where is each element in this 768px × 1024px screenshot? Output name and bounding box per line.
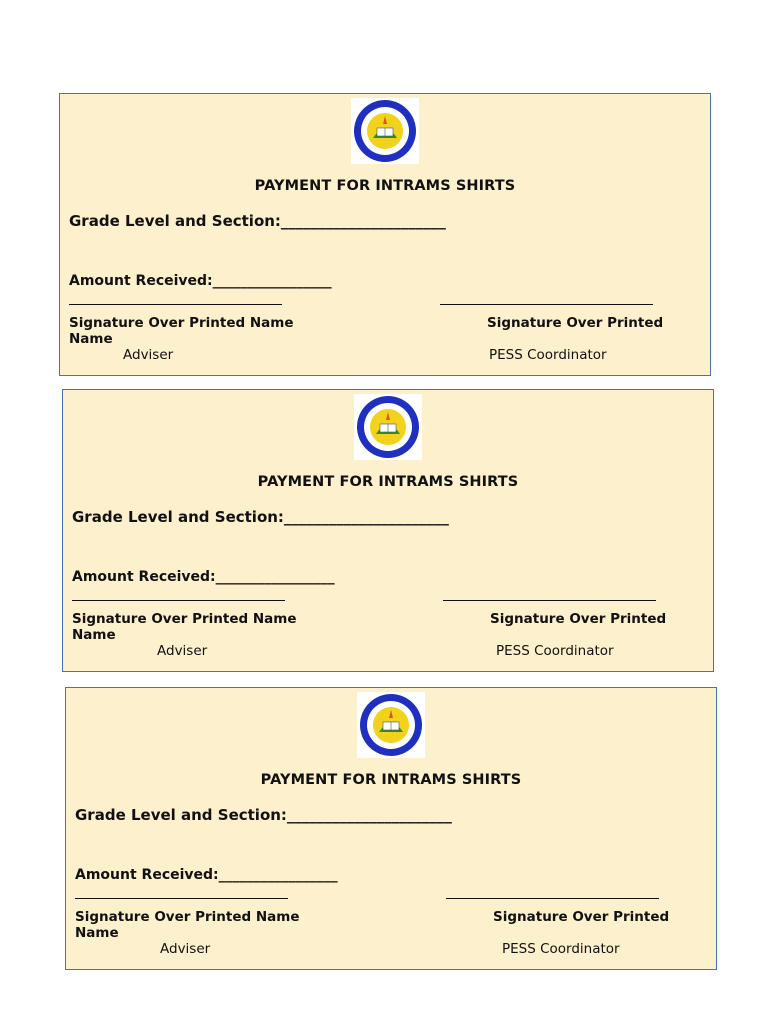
school-seal-icon [354,394,422,460]
payment-slip [62,389,714,672]
coordinator-signature-label: Signature Over Printed [487,315,664,331]
slip-title: PAYMENT FOR INTRAMS SHIRTS [257,474,519,490]
adviser-signature-line [72,600,285,601]
payment-slip [59,93,711,376]
slip-title: PAYMENT FOR INTRAMS SHIRTS [260,772,522,788]
coordinator-role: PESS Coordinator [489,347,607,363]
payment-slip [65,687,717,970]
adviser-signature-label: Signature Over Printed Name Name [72,611,297,643]
adviser-role: Adviser [123,347,174,363]
coordinator-signature-line [443,600,656,601]
amount-received-field: Amount Received:_________________ [69,273,332,289]
amount-received-field: Amount Received:_________________ [72,569,335,585]
school-seal-icon [357,692,425,758]
adviser-role: Adviser [157,643,208,659]
grade-section-field: Grade Level and Section:______________________ [75,806,452,824]
amount-received-field: Amount Received:_________________ [75,867,338,883]
slip-title: PAYMENT FOR INTRAMS SHIRTS [254,178,516,194]
adviser-signature-label: Signature Over Printed Name Name [75,909,300,941]
coordinator-role: PESS Coordinator [502,941,620,957]
adviser-role: Adviser [160,941,211,957]
adviser-signature-line [75,898,288,899]
grade-section-field: Grade Level and Section:______________________ [69,212,446,230]
adviser-signature-label: Signature Over Printed Name Name [69,315,294,347]
coordinator-signature-label: Signature Over Printed [490,611,667,627]
grade-section-field: Grade Level and Section:______________________ [72,508,449,526]
adviser-signature-line [69,304,282,305]
coordinator-signature-line [440,304,653,305]
coordinator-role: PESS Coordinator [496,643,614,659]
coordinator-signature-line [446,898,659,899]
coordinator-signature-label: Signature Over Printed [493,909,670,925]
school-seal-icon [351,98,419,164]
